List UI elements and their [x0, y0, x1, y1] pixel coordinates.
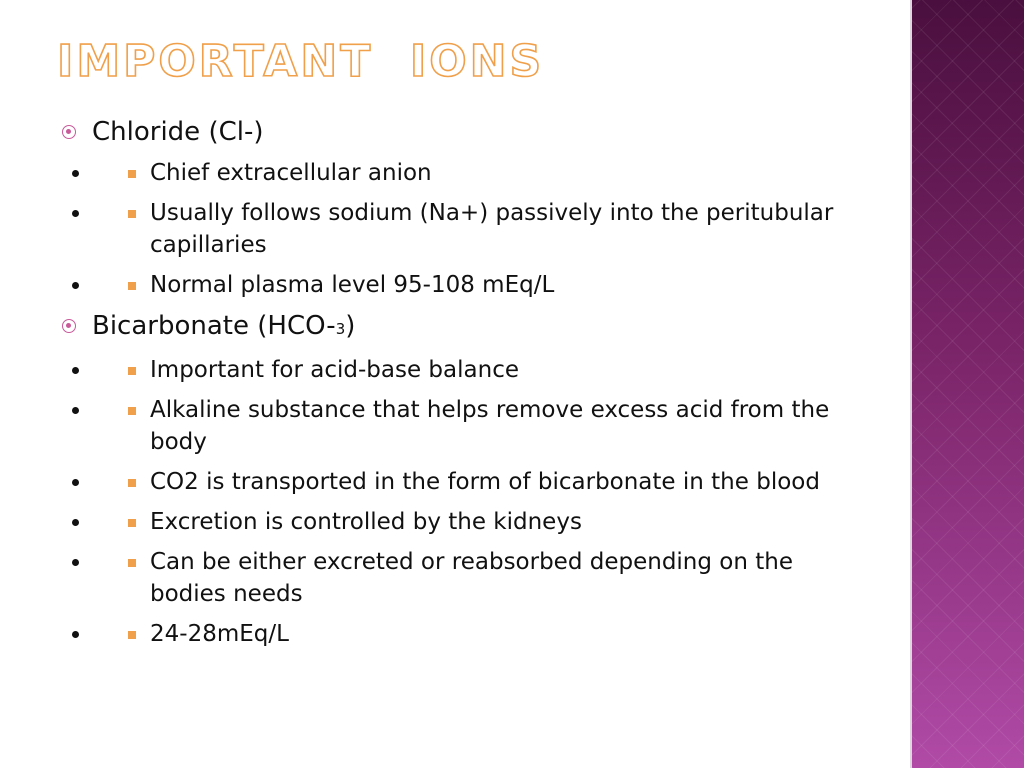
list-item-text: Usually follows sodium (Na+) passively into the peritubular capillaries — [150, 200, 834, 258]
section-heading-bicarbonate — [92, 311, 355, 341]
square-bullet-icon — [128, 559, 136, 567]
list-item-text: Alkaline substance that helps remove excess acid from the body — [150, 397, 830, 455]
list-item — [92, 269, 852, 301]
decorative-side-panel — [912, 0, 1024, 768]
heading-subscript: 3 — [335, 320, 346, 338]
list-item-text: 24-28mEq/L — [150, 621, 289, 647]
square-bullet-icon — [128, 282, 136, 290]
square-bullet-icon — [128, 519, 136, 527]
slide-title: IMPORTANT IONS — [57, 36, 545, 87]
list-item — [92, 394, 852, 458]
section-bicarbonate — [62, 309, 852, 650]
list-item — [92, 618, 852, 650]
square-bullet-icon — [128, 479, 136, 487]
square-bullet-icon — [128, 631, 136, 639]
list-item-text: CO2 is transported in the form of bicarbonate in the blood — [150, 469, 820, 495]
heading-closing-paren: ) — [345, 311, 356, 341]
list-item — [92, 354, 852, 386]
square-bullet-icon — [128, 407, 136, 415]
square-bullet-icon — [128, 210, 136, 218]
list-item-text: Chief extracellular anion — [150, 160, 432, 186]
chloride-bullet-list — [92, 157, 852, 301]
square-bullet-icon — [128, 367, 136, 375]
section-chloride — [62, 115, 852, 301]
list-item-text: Excretion is controlled by the kidneys — [150, 509, 582, 535]
list-item — [92, 197, 852, 261]
list-item-text: Can be either excreted or reabsorbed depending on the bodies needs — [150, 549, 794, 607]
list-item-text: Normal plasma level 95-108 mEq/L — [150, 272, 555, 298]
list-item — [92, 466, 852, 498]
section-heading-chloride: Chloride (Cl-) — [92, 117, 264, 147]
slide-body — [62, 115, 852, 658]
list-item — [92, 506, 852, 538]
list-item-text: Important for acid-base balance — [150, 357, 519, 383]
bicarbonate-bullet-list — [92, 354, 852, 650]
square-bullet-icon — [128, 170, 136, 178]
circle-dot-bullet-icon — [62, 319, 76, 333]
circle-dot-bullet-icon — [62, 125, 76, 139]
list-item — [92, 157, 852, 189]
heading-main-text: Bicarbonate (HCO- — [92, 311, 336, 341]
list-item — [92, 546, 852, 610]
